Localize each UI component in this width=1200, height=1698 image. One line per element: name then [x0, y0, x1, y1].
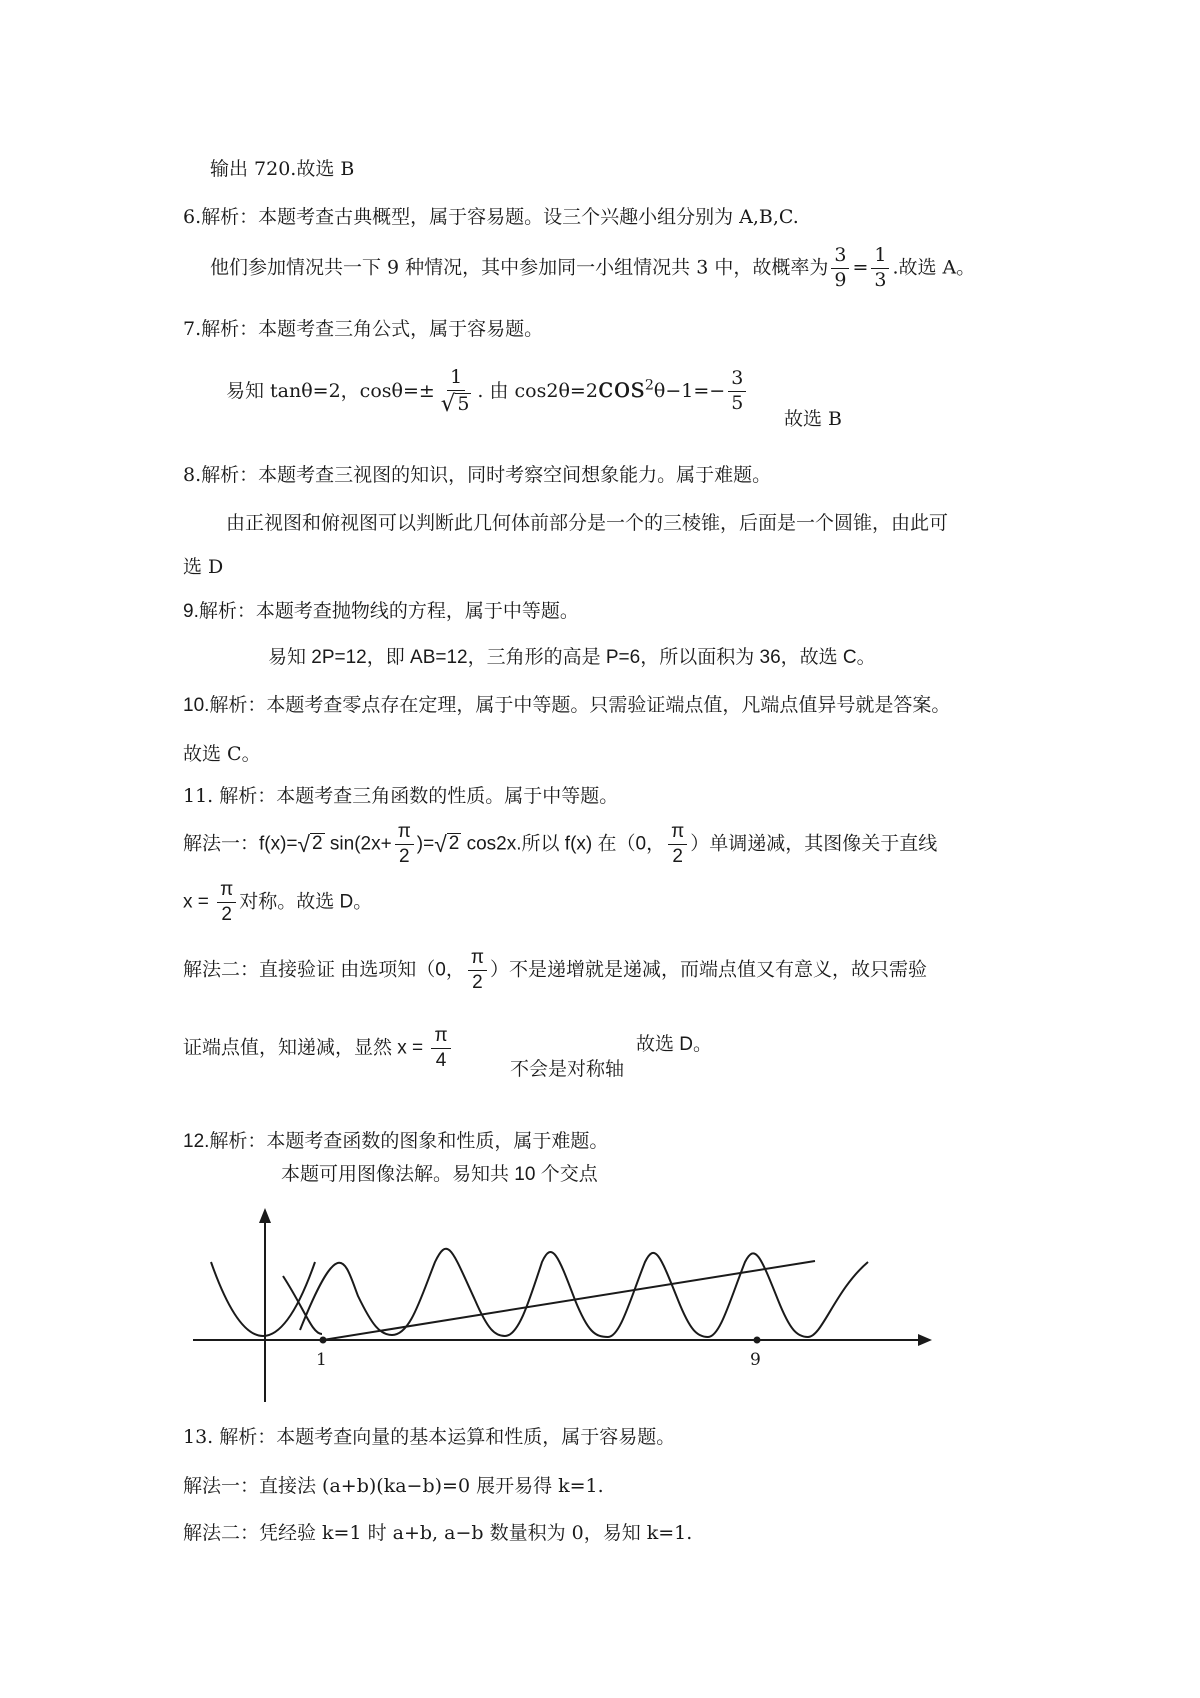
line-q10-title: 10.解析：本题考查零点存在定理，属于中等题。只需验证端点值，凡端点值异号就是答案。: [183, 695, 951, 716]
sqrt-5: √ 5: [440, 390, 470, 417]
line-q8-answer: 选 D: [183, 556, 224, 578]
fraction-pi-2-method2: $\frac{\pi}{2}$: [468, 948, 487, 993]
fraction-3-5: $\frac{3}{5}$: [728, 369, 746, 414]
fraction-1-sqrt5: 1 √ 5: [440, 366, 470, 417]
line-q13-method2: 解法二：凭经验 k=1 时 a+b, a−b 数量积为 0，易知 k=1.: [183, 1522, 693, 1544]
fraction-3-9: $\frac{3}{9}$: [831, 246, 849, 291]
line-output: 输出 720.故选 B: [210, 158, 355, 180]
fraction-pi-2: $\frac{\pi}{2}$: [395, 822, 414, 867]
line-q11-note: 不会是对称轴: [510, 1059, 625, 1080]
point-9: [754, 1337, 761, 1344]
line-q6-title: 6.解析：本题考查古典概型，属于容易题。设三个兴趣小组分别为 A,B,C.: [183, 206, 799, 228]
curve-parabola-left: [211, 1262, 315, 1336]
point-1: [320, 1337, 327, 1344]
line-q9-title: 9.解析：本题考查抛物线的方程，属于中等题。: [183, 601, 579, 622]
sqrt-2: √ 2: [297, 831, 323, 858]
sqrt-2-second: √ 2: [434, 831, 460, 858]
fraction-pi-2-axis: $\frac{\pi}{2}$: [217, 880, 236, 925]
line-q11-symmetry: x = $\frac{\pi}{2}$ 对称。故选 D。: [183, 879, 373, 925]
line-q12-body: 本题可用图像法解。易知共 10 个交点: [281, 1164, 598, 1185]
fraction-1-3: $\frac{1}{3}$: [871, 246, 889, 291]
line-q8-body: 由正视图和俯视图可以判断此几何体前部分是一个的三棱锥，后面是一个圆锥，由此可: [226, 512, 949, 534]
line-q8-title: 8.解析：本题考查三视图的知识，同时考察空间想象能力。属于难题。: [183, 464, 772, 486]
line-q7-answer: 故选 B: [784, 408, 843, 430]
line-q11-answer: 故选 D。: [636, 1034, 713, 1055]
line-q9-body: 易知 2P=12，即 AB=12，三角形的高是 P=6，所以面积为 36，故选 C。: [268, 647, 876, 668]
line-q13-method1: 解法一：直接法 (a+b)(ka−b)=0 展开易得 k=1.: [183, 1475, 604, 1497]
tick-label-9: 9: [750, 1350, 761, 1370]
line-q11-method1: 解法一：f(x)= √ 2 sin(2x+ $\frac{\pi}{2}$ )= √ 2 cos2x.所以 f(x) 在（0， $\frac{\pi}{2}$ ）单调递减，其图像关于直线: [183, 821, 938, 867]
tick-label-1: 1: [316, 1350, 327, 1370]
line-through-1: [323, 1261, 815, 1340]
line-q7-body: 易知 tanθ=2，cosθ=± 1 √ 5 . 由 $\cos 2\theta=2\cos^2\theta-1=-$ $\frac{3}{5}$: [226, 368, 749, 416]
x-axis: [193, 1334, 932, 1346]
line-q11-method2: 解法二：直接验证 由选项知（0， $\frac{\pi}{2}$ ）不是递增就是递减，而端点值又有意义，故只需验: [183, 947, 927, 993]
line-q11-title: 11. 解析：本题考查三角函数的性质。属于中等题。: [183, 785, 619, 807]
fraction-pi-2-interval: $\frac{\pi}{2}$: [668, 822, 687, 867]
y-axis: [259, 1208, 271, 1402]
fraction-pi-4: $\frac{\pi}{4}$: [431, 1026, 450, 1071]
line-q11-verify: 证端点值，知递减，显然 x = $\frac{\pi}{4}$: [183, 1026, 454, 1071]
line-q10-answer: 故选 C。: [183, 743, 261, 765]
curve-oscillation: [283, 1249, 868, 1337]
line-q12-title: 12.解析：本题考查函数的图象和性质，属于难题。: [183, 1131, 609, 1152]
line-q13-title: 13. 解析：本题考查向量的基本运算和性质，属于容易题。: [183, 1426, 676, 1448]
line-q7-title: 7.解析：本题考查三角公式，属于容易题。: [183, 318, 544, 340]
line-q6-body: 他们参加情况共一下 9 种情况，其中参加同一小组情况共 3 中，故概率为 $\frac{3}{9}$ = $\frac{1}{3}$ .故选 A。: [210, 244, 976, 291]
